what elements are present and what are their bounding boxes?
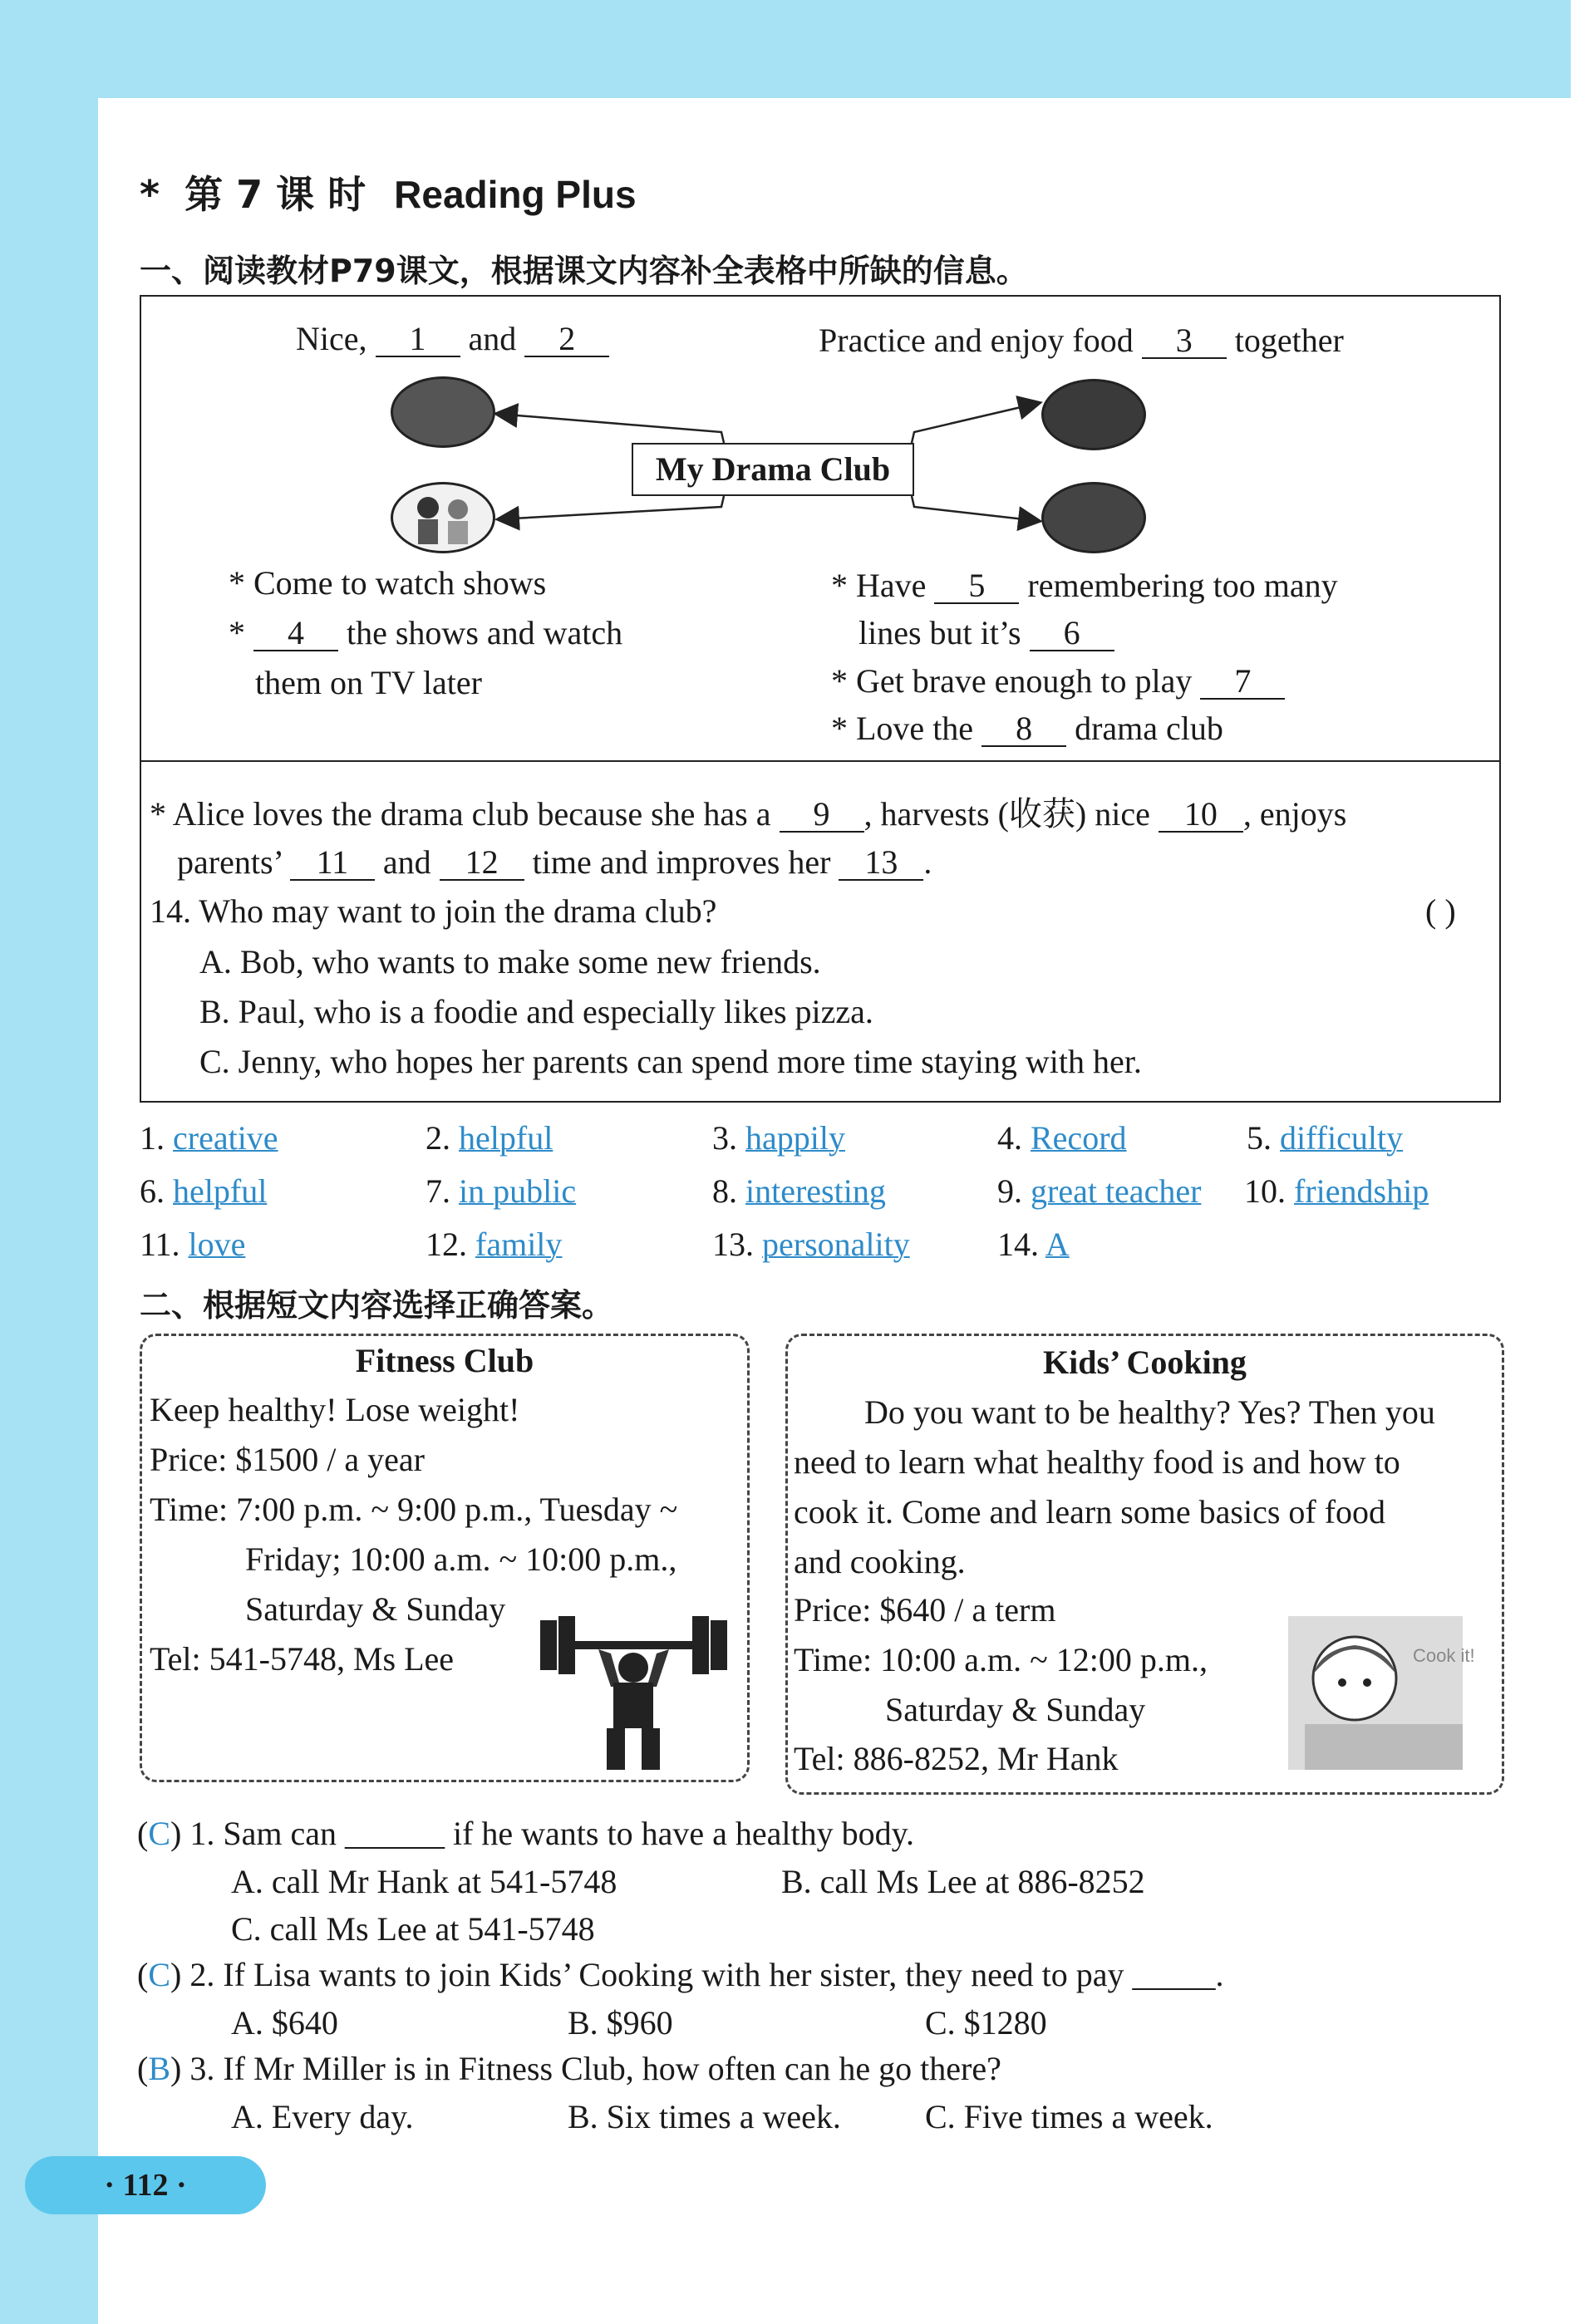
cooking-line-5: Price: $640 / a term: [794, 1591, 1056, 1629]
fitness-line-6: Tel: 541-5748, Ms Lee: [150, 1640, 455, 1678]
cooking-line-6: Time: 10:00 a.m. ~ 12:00 p.m.,: [794, 1641, 1208, 1678]
answer-q3: B: [148, 2050, 171, 2087]
page-number: · 112 ·: [25, 2156, 266, 2214]
lesson-subtitle: Reading Plus: [394, 173, 637, 216]
summary-line-1: * Alice loves the drama club because she has a 9 , harvests (收获) nice 10 , enjoys: [150, 795, 1347, 833]
question-1: (C) 1. Sam can ______ if he wants to have a healthy body.: [137, 1815, 914, 1852]
q14-paren: ( ): [1425, 892, 1456, 930]
answer-9: 9. great teacher: [997, 1172, 1202, 1210]
blank-3: 3: [1142, 324, 1227, 359]
blank-13: 13: [839, 846, 923, 881]
cooking-line-3: cook it. Come and learn some basics of food: [794, 1493, 1386, 1530]
q14-option-a: A. Bob, who wants to make some new friends.: [199, 943, 821, 980]
top-color-band: [0, 0, 1571, 98]
q1-option-b: B. call Ms Lee at 886-8252: [781, 1863, 1145, 1900]
answer-10: 10. friendship: [1244, 1172, 1429, 1210]
answer-2: 2. helpful: [426, 1119, 553, 1157]
parents-icon: [393, 484, 493, 551]
fitness-line-3: Time: 7:00 p.m. ~ 9:00 p.m., Tuesday ~: [150, 1491, 678, 1528]
fitness-line-2: Price: $1500 / a year: [150, 1441, 425, 1478]
cook-it-sign: Cook it!: [1413, 1645, 1475, 1666]
answer-4: 4. Record: [997, 1119, 1127, 1157]
teacher-photo: [391, 376, 495, 448]
answer-6: 6. helpful: [140, 1172, 268, 1210]
blank-1: 1: [376, 322, 460, 357]
cooking-line-1: Do you want to be healthy? Yes? Then you: [864, 1393, 1435, 1431]
cooking-title: Kids’ Cooking: [1043, 1344, 1247, 1381]
answer-q1: C: [148, 1815, 171, 1852]
right-bullet-4: * Love the 8 drama club: [831, 710, 1223, 747]
arrow-bottom-right: [912, 496, 1039, 521]
arrow-top-right: [912, 403, 1039, 443]
cooking-line-2: need to learn what healthy food is and how to: [794, 1443, 1400, 1481]
group-photo: [1041, 379, 1146, 450]
fitness-line-5: Saturday & Sunday: [245, 1590, 506, 1628]
fitness-line-4: Friday; 10:00 a.m. ~ 10:00 p.m.,: [245, 1540, 677, 1578]
fitness-line-1: Keep healthy! Lose weight!: [150, 1391, 520, 1428]
blank-7: 7: [1200, 665, 1285, 700]
lesson-title: [140, 165, 637, 219]
cooking-line-4: and cooking.: [794, 1543, 966, 1580]
cooking-line-7: Saturday & Sunday: [885, 1691, 1146, 1728]
summary-line-2: parents’ 11 and 12 time and improves her 13 .: [177, 843, 932, 881]
drama-club-label: My Drama Club: [632, 443, 914, 496]
q14-question: 14. Who may want to join the drama club?: [150, 892, 717, 930]
left-bullet-3: them on TV later: [255, 664, 482, 701]
right-bullet-3: * Get brave enough to play 7: [831, 665, 1285, 700]
question-2: (C) 2. If Lisa wants to join Kids’ Cooking with her sister, they need to pay _____.: [137, 1956, 1224, 1993]
question-3: (B) 3. If Mr Miller is in Fitness Club, how often can he go there?: [137, 2050, 1001, 2087]
q3-option-b: B. Six times a week.: [568, 2098, 841, 2135]
cooking-girl-icon: [1288, 1616, 1475, 1770]
q2-option-b: B. $960: [568, 2004, 673, 2041]
fitness-title: Fitness Club: [355, 1342, 534, 1379]
section1-heading: 一、阅读教材P79课文，根据课文内容补全表格中所缺的信息。: [140, 253, 1028, 289]
answer-14: 14. A: [997, 1226, 1070, 1263]
right-bullet-1: * Have 5 remembering too many: [831, 567, 1338, 604]
section2-heading: 二、根据短文内容选择正确答案。: [140, 1287, 614, 1324]
blank-11: 11: [290, 846, 375, 881]
q1-option-c: C. call Ms Lee at 541-5748: [231, 1910, 595, 1948]
left-bullet-1: * Come to watch shows: [229, 564, 547, 602]
blank-5: 5: [934, 569, 1019, 604]
top-left-line: Nice, 1 and 2: [296, 322, 609, 357]
blank-2: 2: [524, 322, 609, 357]
answer-1: 1. creative: [140, 1119, 278, 1157]
lesson-star: *: [140, 172, 160, 217]
blank-10: 10: [1159, 798, 1243, 833]
blank-4: 4: [253, 617, 338, 651]
blank-6: 6: [1030, 617, 1114, 651]
blank-9: 9: [780, 798, 864, 833]
stage-photo: [1041, 482, 1146, 553]
blank-8: 8: [981, 712, 1066, 747]
right-bullet-2: lines but it’s 6: [858, 617, 1114, 651]
arrow-top-left: [497, 414, 724, 443]
answer-5: 5. difficulty: [1247, 1119, 1404, 1157]
q3-option-c: C. Five times a week.: [925, 2098, 1213, 2135]
cooking-line-8: Tel: 886-8252, Mr Hank: [794, 1740, 1119, 1777]
table-divider: [140, 760, 1501, 762]
answer-q2: C: [148, 1956, 171, 1993]
q2-option-c: C. $1280: [925, 2004, 1047, 2041]
q2-option-a: A. $640: [231, 2004, 338, 2041]
blank-12: 12: [440, 846, 524, 881]
left-color-band: [0, 0, 98, 2324]
weightlifter-icon: [540, 1608, 727, 1774]
answer-13: 13. personality: [712, 1226, 910, 1263]
parents-photo: [391, 482, 495, 553]
q1-option-a: A. call Mr Hank at 541-5748: [231, 1863, 617, 1900]
top-right-line: Practice and enjoy food 3 together: [819, 322, 1344, 359]
q14-option-b: B. Paul, who is a foodie and especially likes pizza.: [199, 993, 873, 1030]
answer-12: 12. family: [426, 1226, 563, 1263]
q3-option-a: A. Every day.: [231, 2098, 414, 2135]
left-bullet-2: * 4 the shows and watch: [229, 614, 623, 651]
q14-option-c: C. Jenny, who hopes her parents can spend more time staying with her.: [199, 1043, 1142, 1080]
answer-11: 11. love: [140, 1226, 246, 1263]
answer-3: 3. happily: [712, 1119, 845, 1157]
answer-8: 8. interesting: [712, 1172, 886, 1210]
arrow-bottom-left: [499, 496, 724, 519]
answer-7: 7. in public: [426, 1172, 577, 1210]
lesson-number: 第 7 课 时: [184, 172, 367, 217]
